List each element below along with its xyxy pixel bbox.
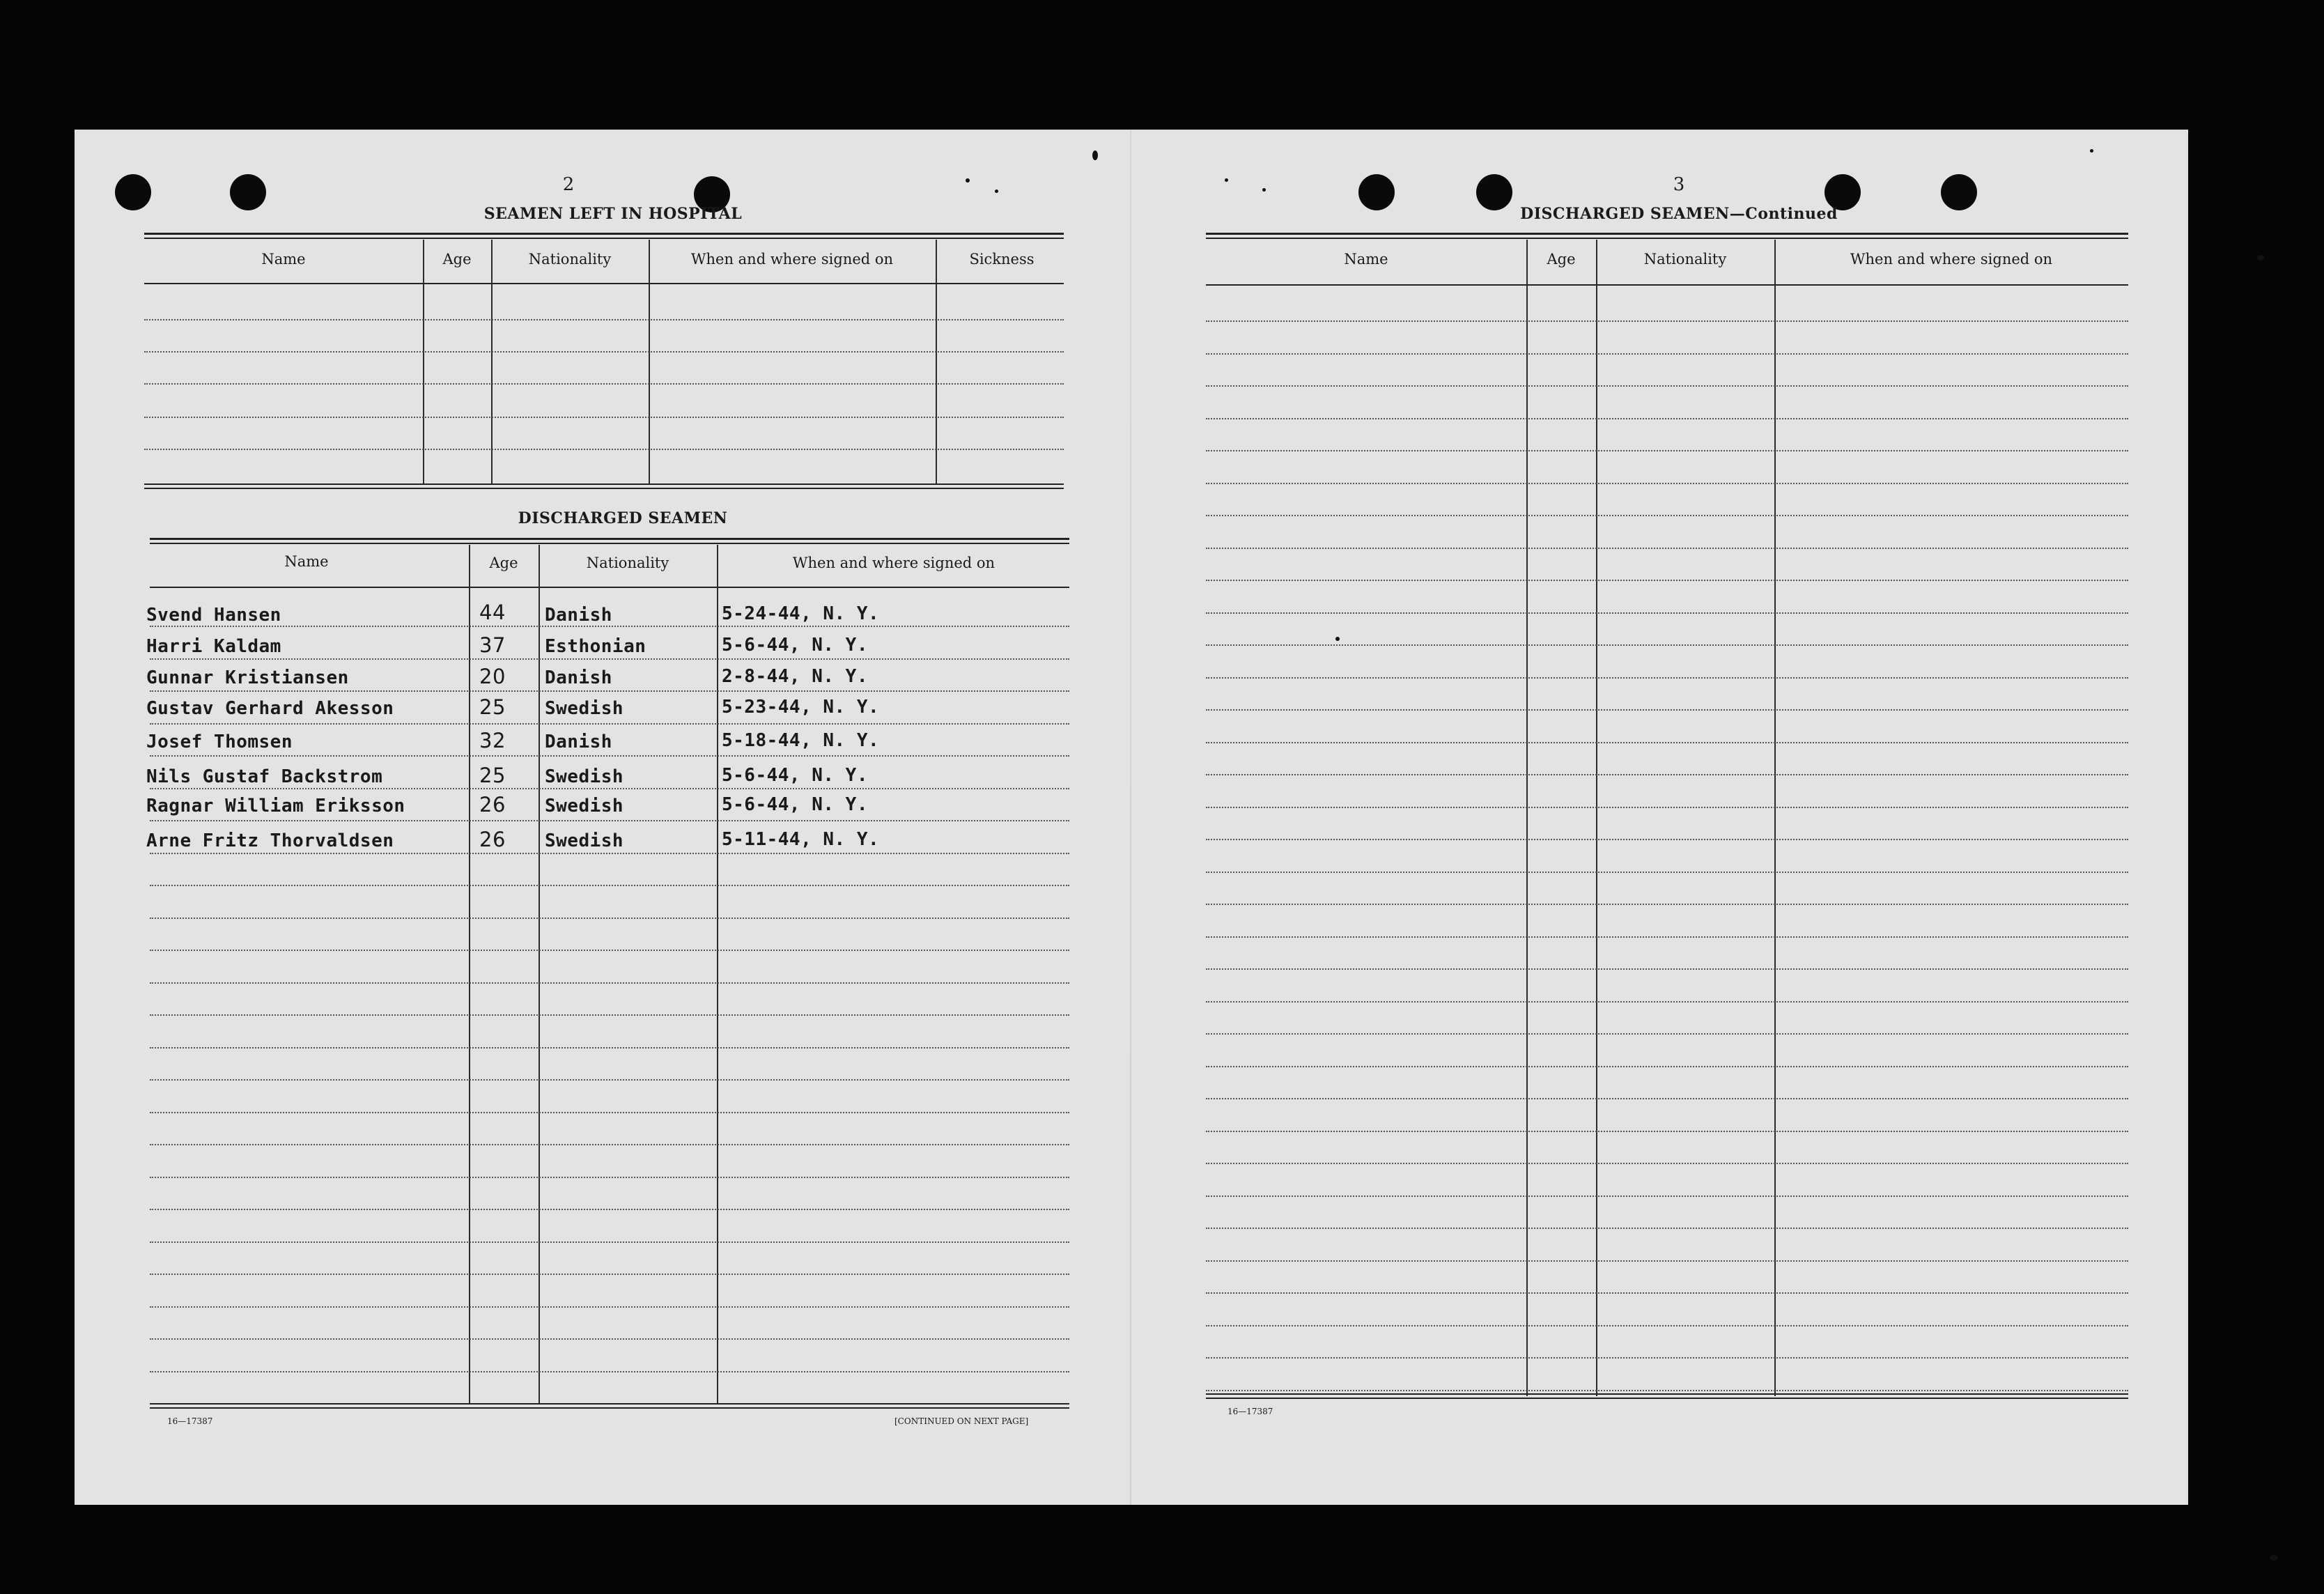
- table-bottom-rule: [144, 488, 1064, 489]
- header-rule: [150, 587, 1069, 588]
- row-line: [150, 820, 1069, 821]
- column-header-nationality: Nationality: [1643, 251, 1727, 268]
- row-line: [1206, 385, 2128, 387]
- row-line: [150, 723, 1069, 725]
- seaman-signed-on: 5-11-44, N. Y.: [722, 829, 880, 850]
- row-line: [150, 788, 1069, 789]
- row-line: [1206, 548, 2128, 549]
- row-line: [150, 1338, 1069, 1340]
- row-line: [1206, 418, 2128, 419]
- column-divider: [1596, 240, 1597, 1396]
- seaman-signed-on: 5-18-44, N. Y.: [722, 730, 880, 751]
- page-spine: [1130, 130, 1131, 1505]
- seaman-nationality: Swedish: [545, 796, 624, 817]
- row-line: [1206, 644, 2128, 646]
- table-bottom-rule: [1206, 1398, 2128, 1399]
- column-header-name: Name: [284, 553, 329, 570]
- row-line: [150, 950, 1069, 951]
- row-line: [150, 918, 1069, 919]
- continued-note: [CONTINUED ON NEXT PAGE]: [894, 1416, 1029, 1426]
- row-line: [1206, 483, 2128, 484]
- seaman-name: Nils Gustaf Backstrom: [146, 766, 383, 787]
- seaman-age: 25: [479, 764, 506, 787]
- seaman-signed-on: 5-6-44, N. Y.: [722, 794, 868, 815]
- row-line: [1206, 320, 2128, 322]
- seaman-nationality: Danish: [545, 732, 612, 752]
- row-line: [1206, 1260, 2128, 1262]
- speck: [995, 189, 998, 193]
- seaman-name: Josef Thomsen: [146, 732, 293, 752]
- row-line: [1206, 936, 2128, 938]
- seaman-name: Svend Hansen: [146, 605, 281, 626]
- column-header-nationality: Nationality: [528, 251, 612, 268]
- row-line: [150, 1047, 1069, 1049]
- seaman-nationality: Danish: [545, 605, 612, 626]
- row-line: [150, 1014, 1069, 1016]
- seaman-signed-on: 5-6-44, N. Y.: [722, 635, 868, 656]
- seaman-nationality: Swedish: [545, 698, 624, 719]
- row-line: [150, 1144, 1069, 1145]
- row-line: [150, 690, 1069, 692]
- column-header-signed-on: When and where signed on: [690, 251, 894, 268]
- column-header-signed-on: When and where signed on: [1850, 251, 2053, 268]
- table-bottom-rule: [1206, 1393, 2128, 1395]
- row-line: [1206, 1163, 2128, 1164]
- row-line: [1206, 612, 2128, 614]
- row-line: [1206, 1228, 2128, 1229]
- row-line: [150, 853, 1069, 854]
- binder-hole: [1358, 174, 1395, 210]
- seaman-age: 32: [479, 729, 506, 752]
- seaman-nationality: Swedish: [545, 830, 624, 851]
- row-line: [150, 1079, 1069, 1081]
- row-line: [1206, 1196, 2128, 1197]
- speck: [1225, 178, 1228, 182]
- row-line: [150, 1306, 1069, 1308]
- seaman-signed-on: 2-8-44, N. Y.: [722, 666, 868, 687]
- row-line: [150, 1112, 1069, 1113]
- seaman-age: 26: [479, 828, 506, 851]
- row-line: [144, 383, 1064, 385]
- seaman-age: 26: [479, 793, 506, 817]
- table-top-rule: [1206, 233, 2128, 235]
- row-line: [150, 1274, 1069, 1275]
- row-line: [1206, 677, 2128, 679]
- column-header-nationality: Nationality: [586, 555, 669, 571]
- seaman-nationality: Esthonian: [545, 636, 646, 657]
- row-line: [1206, 1292, 2128, 1294]
- table-bottom-rule: [150, 1403, 1069, 1405]
- seaman-name: Ragnar William Eriksson: [146, 796, 405, 817]
- seaman-age: 37: [479, 633, 506, 657]
- form-number: 16—17387: [167, 1416, 213, 1426]
- document-page: [75, 130, 2188, 1505]
- column-header-age: Age: [489, 555, 518, 571]
- column-header-age: Age: [1547, 251, 1576, 268]
- row-line: [1206, 1131, 2128, 1132]
- section-title-discharged: DISCHARGED SEAMEN: [518, 509, 728, 527]
- table-bottom-rule: [150, 1407, 1069, 1409]
- row-line: [1206, 1033, 2128, 1035]
- row-line: [150, 1241, 1069, 1243]
- row-line: [150, 1209, 1069, 1210]
- row-line: [1206, 450, 2128, 451]
- row-line: [1206, 839, 2128, 840]
- table-top-rule: [144, 233, 1064, 235]
- row-line: [1206, 807, 2128, 808]
- speck: [966, 178, 970, 183]
- table-top-rule: [1206, 238, 2128, 239]
- column-header-age: Age: [442, 251, 472, 268]
- row-line: [1206, 1066, 2128, 1067]
- row-line: [150, 755, 1069, 757]
- binder-hole: [1941, 174, 1977, 210]
- row-line: [1206, 904, 2128, 905]
- table-top-rule: [150, 538, 1069, 540]
- page-number: 3: [1673, 174, 1685, 195]
- binder-hole: [230, 174, 266, 210]
- header-rule: [1206, 284, 2128, 286]
- row-line: [1206, 1390, 2128, 1391]
- page-number: 2: [562, 174, 575, 195]
- row-line: [150, 885, 1069, 886]
- table-top-rule: [150, 543, 1069, 544]
- seaman-signed-on: 5-24-44, N. Y.: [722, 603, 880, 624]
- table-top-rule: [144, 238, 1064, 239]
- seaman-name: Gustav Gerhard Akesson: [146, 698, 394, 719]
- form-number: 16—17387: [1227, 1407, 1273, 1416]
- row-line: [144, 351, 1064, 353]
- row-line: [144, 449, 1064, 450]
- column-header-signed-on: When and where signed on: [792, 555, 996, 571]
- speck: [1092, 150, 1098, 160]
- row-line: [1206, 1001, 2128, 1003]
- row-line: [150, 1371, 1069, 1372]
- section-title-discharged-continued: DISCHARGED SEAMEN—Continued: [1520, 205, 1838, 223]
- seaman-age: 44: [479, 601, 506, 624]
- row-line: [1206, 1098, 2128, 1099]
- seaman-signed-on: 5-6-44, N. Y.: [722, 765, 868, 786]
- seaman-signed-on: 5-23-44, N. Y.: [722, 697, 880, 718]
- seaman-nationality: Swedish: [545, 766, 624, 787]
- row-line: [144, 319, 1064, 320]
- row-line: [1206, 774, 2128, 775]
- speck: [1262, 188, 1266, 192]
- seaman-age: 20: [479, 665, 506, 688]
- table-bottom-rule: [144, 483, 1064, 485]
- speck: [2270, 1555, 2278, 1561]
- row-line: [1206, 1325, 2128, 1326]
- speck: [1335, 637, 1340, 641]
- column-header-name: Name: [1344, 251, 1388, 268]
- row-line: [150, 658, 1069, 660]
- column-divider: [1774, 240, 1776, 1396]
- row-line: [150, 1177, 1069, 1178]
- seaman-name: Harri Kaldam: [146, 636, 281, 657]
- row-line: [1206, 580, 2128, 581]
- seaman-nationality: Danish: [545, 667, 612, 688]
- section-title-hospital: SEAMEN LEFT IN HOSPITAL: [483, 205, 743, 223]
- column-divider: [1526, 240, 1528, 1396]
- row-line: [150, 626, 1069, 627]
- row-line: [1206, 515, 2128, 516]
- speck: [2090, 149, 2093, 153]
- header-rule: [144, 283, 1064, 284]
- row-line: [1206, 1357, 2128, 1359]
- column-header-sickness: Sickness: [969, 251, 1035, 268]
- row-line: [150, 982, 1069, 984]
- row-line: [144, 417, 1064, 418]
- seaman-name: Gunnar Kristiansen: [146, 667, 349, 688]
- speck: [2257, 255, 2264, 261]
- seaman-age: 25: [479, 695, 506, 719]
- seaman-name: Arne Fritz Thorvaldsen: [146, 830, 394, 851]
- row-line: [1206, 742, 2128, 743]
- row-line: [1206, 353, 2128, 355]
- row-line: [1206, 709, 2128, 711]
- row-line: [1206, 968, 2128, 970]
- row-line: [1206, 872, 2128, 873]
- column-header-name: Name: [261, 251, 306, 268]
- binder-hole: [115, 174, 151, 210]
